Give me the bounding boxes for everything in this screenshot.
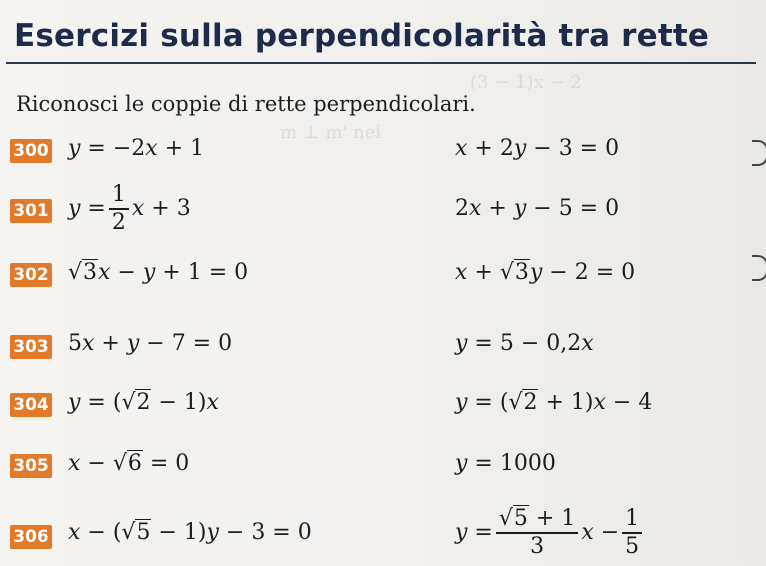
equation-right: 2x + y − 5 = 0 bbox=[455, 196, 620, 221]
equation-left: x − (√5 − 1)y − 3 = 0 bbox=[68, 520, 312, 545]
exercise-number: 304 bbox=[10, 393, 52, 417]
fraction: $\frac{√5 + 1}{3}$ bbox=[496, 506, 578, 560]
equation-left: y = $\frac{1}{2}$ x + 3 bbox=[68, 182, 191, 235]
fraction: $\frac{1}{5}$ bbox=[622, 506, 642, 560]
equation-left: 5x + y − 7 = 0 bbox=[68, 331, 233, 356]
equation-left: x − √6 = 0 bbox=[68, 451, 190, 476]
equation-left: y = −2x + 1 bbox=[68, 136, 205, 161]
exercise-number: 300 bbox=[10, 139, 52, 163]
equation-right: x + √3y − 2 = 0 bbox=[455, 260, 636, 285]
fraction: $\frac{1}{2}$ bbox=[109, 182, 129, 236]
title-underline bbox=[6, 62, 756, 64]
equation-left: √3x − y + 1 = 0 bbox=[68, 260, 249, 285]
bleed-through-text: m ⊥ m' nei bbox=[280, 122, 382, 143]
exercise-number: 306 bbox=[10, 525, 52, 549]
equation-right: y = (√2 + 1)x − 4 bbox=[455, 390, 653, 415]
margin-mark bbox=[752, 255, 766, 281]
page-title: Esercizi sulla perpendicolarità tra rette bbox=[14, 18, 710, 54]
equation-right: y = 5 − 0,2x bbox=[455, 331, 594, 356]
equation-left: y = (√2 − 1)x bbox=[68, 390, 219, 415]
margin-mark bbox=[752, 140, 766, 166]
exercise-number: 303 bbox=[10, 335, 52, 359]
exercise-number: 305 bbox=[10, 454, 52, 478]
equation-right: y = 1000 bbox=[455, 451, 556, 476]
equation-right: y = $\frac{√5 + 1}{3}$ x − $\frac{1}{5}$ bbox=[455, 506, 645, 560]
exercise-number: 302 bbox=[10, 263, 52, 287]
equation-right: x + 2y − 3 = 0 bbox=[455, 136, 620, 161]
exercise-number: 301 bbox=[10, 199, 52, 223]
instructions-text: Riconosci le coppie di rette perpendicolari. bbox=[16, 92, 476, 116]
bleed-through-text: (3 − 1)x − 2 bbox=[470, 72, 582, 93]
